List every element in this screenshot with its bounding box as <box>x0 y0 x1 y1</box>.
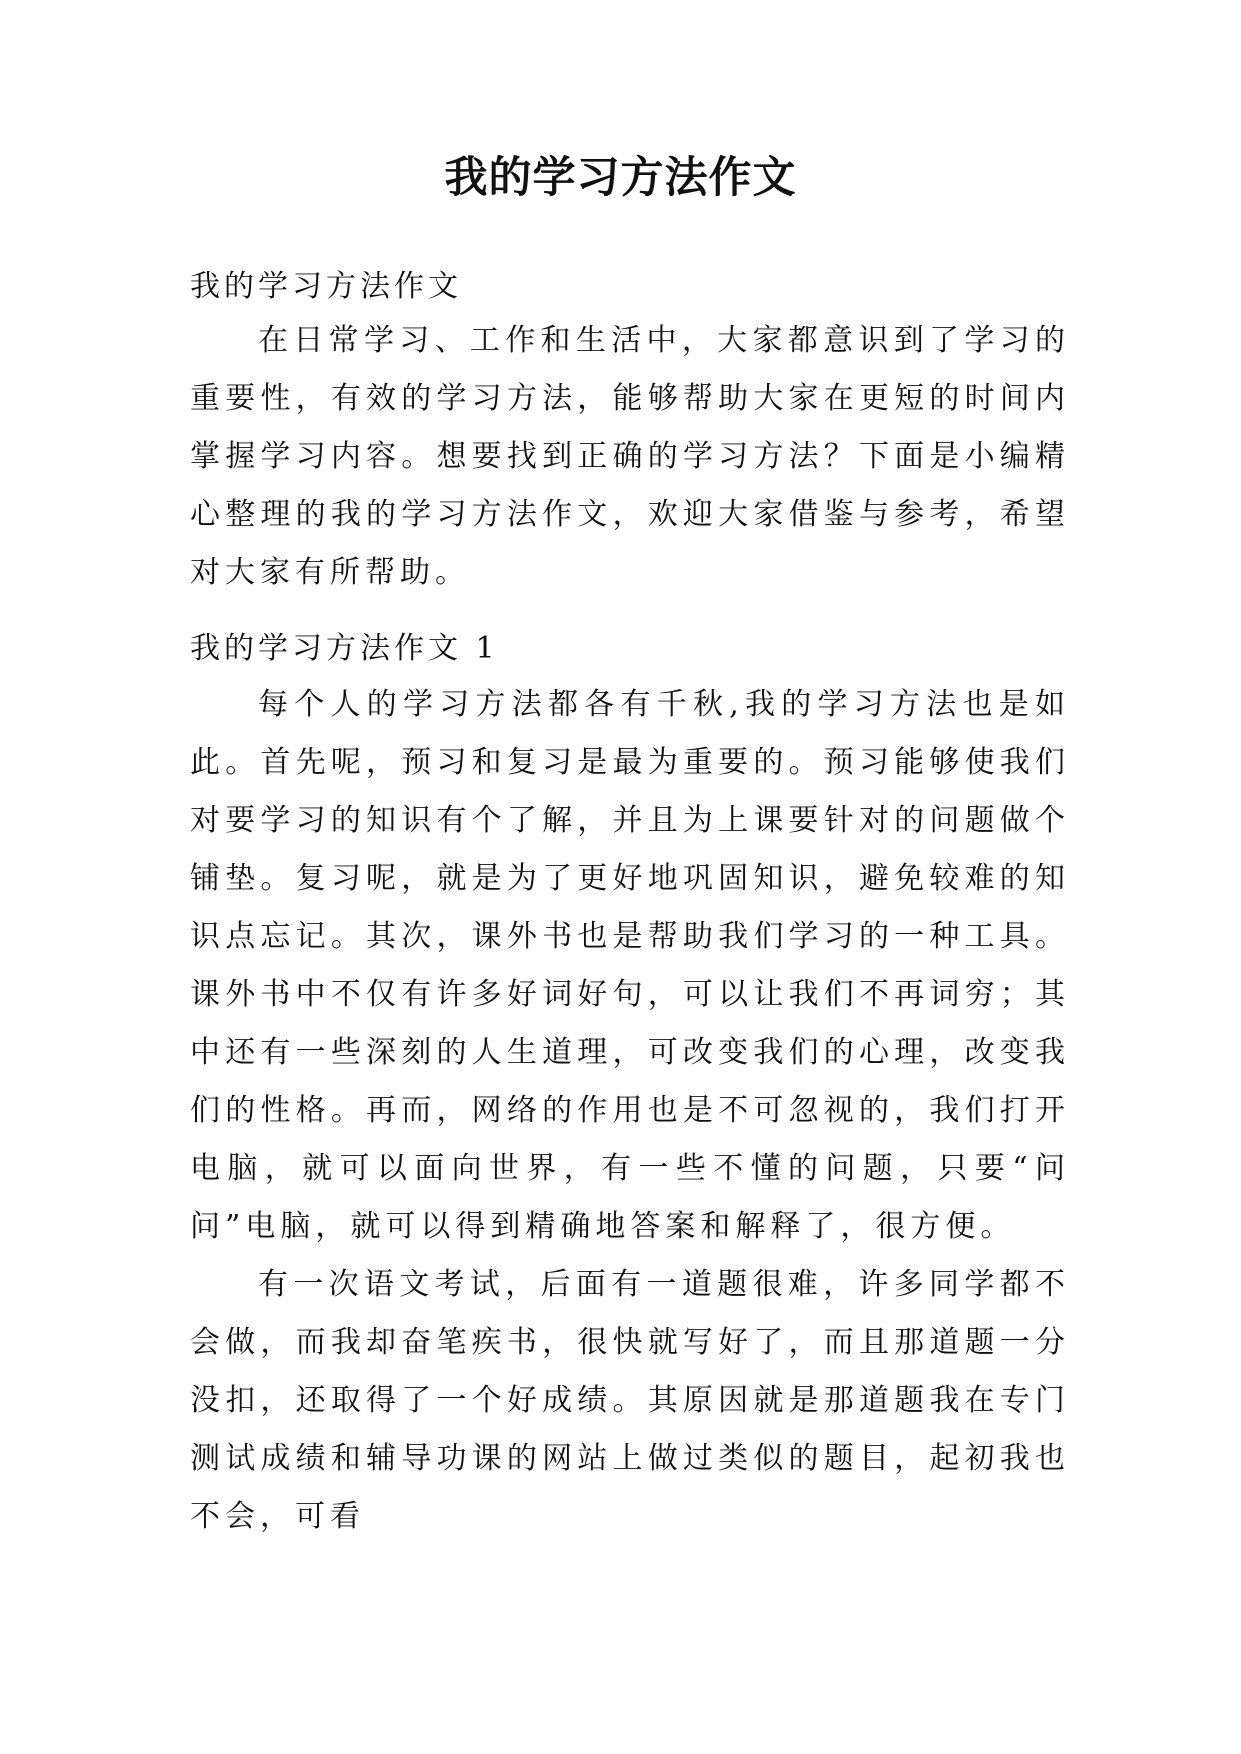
intro-paragraph: 在日常学习、工作和生活中，大家都意识到了学习的重要性，有效的学习方法，能够帮助大家在更短的时间内掌握学习内容。想要找到正确的学习方法？下面是小编精心整理的我的学习方法作文，欢迎大家借鉴与参考，希望对大家有所帮助。 <box>190 323 1070 590</box>
essay-1-paragraph-1: 每个人的学习方法都各有千秋,我的学习方法也是如此。首先呢，预习和复习是最为重要的。预习能够使我们对要学习的知识有个了解，并且为上课要针对的问题做个铺垫。复习呢，就是为了更好地巩固知识，避免较难的知识点忘记。其次，课外书也是帮助我们学习的一种工具。课外书中不仅有许多好词好句，可以让我们不再词穷；其中还有一些深刻的人生道理，可改变我们的心理，改变我们的性格。再而，网络的作用也是不可忽视的，我们打开电脑，就可以面向世界，有一些不懂的问题，只要“问问”电脑，就可以得到精确地答案和解释了，很方便。 <box>190 687 1070 1244</box>
intro-heading: 我的学习方法作文 <box>190 269 462 304</box>
essay-1-heading: 我的学习方法作文 1 <box>190 631 499 666</box>
essay-1-paragraph-2: 有一次语文考试，后面有一道题很难，许多同学都不会做，而我却奋笔疾书，很快就写好了，而且那道题一分没扣，还取得了一个好成绩。其原因就是那道题我在专门测试成绩和辅导功课的网站上做过类似的题目，起初我也不会，可看 <box>190 1267 1070 1534</box>
document-title: 我的学习方法作文 <box>444 153 797 203</box>
